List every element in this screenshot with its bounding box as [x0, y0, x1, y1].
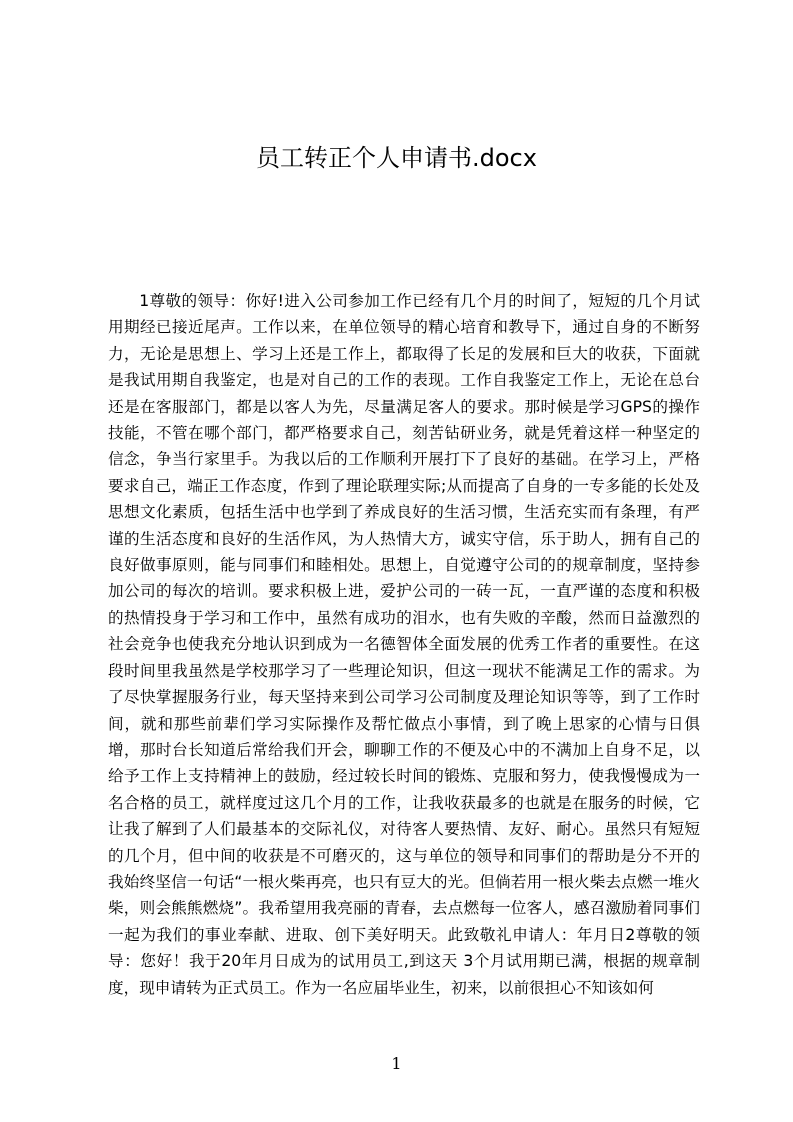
- document-body-paragraph: 1尊敬的领导：你好!进入公司参加工作已经有几个月的时间了，短短的几个月试用期经已接近尾声。工作以来，在单位领导的精心培育和教导下，通过自身的不断努力，无论是思想上、学习上还是工作上，都取得了长足的发展和巨大的收获，下面就是我试用期自我鉴定，也是对自己的工作的表现。工作自我鉴定工作上，无论在总台还是在客服部门，都是以客人为先，尽量满足客人的要求。那时候是学习GPS的操作技能，不管在哪个部门，都严格要求自己，刻苦钻研业务，就是凭着这样一种坚定的信念，争当行家里手。为我以后的工作顺利开展打下了良好的基础。在学习上，严格要求自己，端正工作态度，作到了理论联理实际;从而提高了自身的一专多能的长处及思想文化素质，包括生活中也学到了养成良好的生活习惯，生活充实而有条理，有严谨的生活态度和良好的生活作风，为人热情大方，诚实守信，乐于助人，拥有自己的良好做事原则，能与同事们和睦相处。思想上，自觉遵守公司的的规章制度，坚持参加公司的每次的培训。要求积极上进，爱护公司的一砖一瓦，一直严谨的态度和积极的热情投身于学习和工作中，虽然有成功的泪水，也有失败的辛酸，然而日益激烈的社会竞争也使我充分地认识到成为一名德智体全面发展的优秀工作者的重要性。在这段时间里我虽然是学校那学习了一些理论知识，但这一现状不能满足工作的需求。为了尽快掌握服务行业，每天坚持来到公司学习公司制度及理论知识等等，到了工作时间，就和那些前辈们学习实际操作及帮忙做点小事情，到了晚上思家的心情与日俱增，那时台长知道后常给我们开会，聊聊工作的不便及心中的不满加上自身不足，以给予工作上支持精神上的鼓励，经过较长时间的锻炼、克服和努力，使我慢慢成为一名合格的员工，就样度过这几个月的工作，让我收获最多的也就是在服务的时候，它让我了解到了人们最基本的交际礼仪，对待客人要热情、友好、耐心。虽然只有短短的几个月，但中间的收获是不可磨灭的，这与单位的领导和同事们的帮助是分不开的我始终坚信一句话“一根火柴再亮，也只有豆大的光。但倘若用一根火柴去点燃一堆火柴，则会熊熊燃烧”。我希望用我亮丽的青春，去点燃每一位客人，感召激励着同事们一起为我们的事业奉献、进取、创下美好明天。此致敬礼申请人：年月日2尊敬的领导：您好！我于20年月日成为的试用员工,到这天 3个月试用期已满，根据的规章制度，现申请转为正式员工。作为一名应届毕业生，初来，以前很担心不知该如何: [108, 292, 700, 997]
- page-number: 1: [391, 1054, 402, 1073]
- document-title: 员工转正个人申请书.docx: [256, 144, 537, 172]
